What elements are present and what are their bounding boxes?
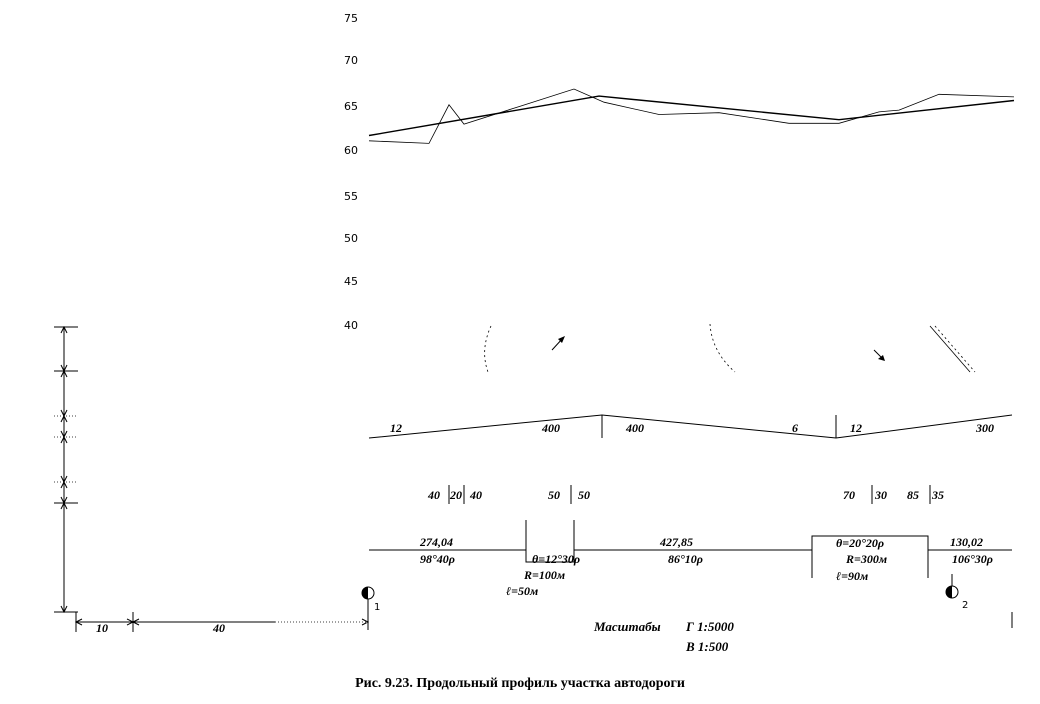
elevation-tick: 60	[344, 144, 358, 157]
elevation-tick: 65	[344, 100, 358, 113]
vertical-scale: В 1:500	[686, 639, 729, 654]
straight-length: 274,04	[420, 535, 453, 549]
gradient-row	[369, 415, 1012, 438]
benchmark-2	[946, 574, 968, 611]
benchmark-fill	[946, 586, 952, 598]
gradient-label: 300	[976, 421, 994, 435]
elevation-tick: 40	[344, 319, 358, 332]
benchmark-number: 1	[374, 602, 381, 613]
curve-arc	[710, 324, 735, 372]
picket-label: 50	[578, 488, 590, 502]
dimension-label: 10	[96, 621, 108, 635]
picket-label: 20	[450, 488, 462, 502]
plan-row	[369, 520, 1012, 598]
picket-label: 85	[907, 488, 919, 502]
curve-angle: θ=20°20ρ	[836, 536, 885, 550]
curve-transition: ℓ=90м	[836, 569, 869, 583]
straight-bearing: 98°40ρ	[420, 552, 455, 566]
plan-sketch	[485, 324, 975, 372]
curve-radius: R=100м	[524, 568, 566, 582]
scales-legend	[593, 619, 734, 654]
straight-bearing: 86°10ρ	[668, 552, 703, 566]
road-centre-line	[935, 326, 975, 372]
picket-label: 40	[470, 488, 482, 502]
straight-length: 427,85	[660, 535, 693, 549]
curve-angle: θ=12°30ρ	[532, 552, 581, 566]
elevation-tick: 70	[344, 54, 358, 67]
curve-arc	[485, 326, 491, 372]
gradient-label: 400	[626, 421, 644, 435]
design-grade-line	[369, 96, 1014, 135]
scales-prefix: Масштабы	[594, 619, 661, 634]
picket-row	[427, 485, 944, 504]
picket-label: 50	[548, 488, 560, 502]
direction-arrowhead	[878, 355, 885, 361]
gradient-polyline	[369, 415, 1012, 438]
picket-label: 40	[428, 488, 440, 502]
elevation-tick: 45	[344, 275, 358, 288]
horizontal-scale: Г 1:5000	[686, 619, 734, 634]
picket-label: 30	[875, 488, 887, 502]
elevation-tick: 55	[344, 190, 358, 203]
curve-transition: ℓ=50м	[506, 584, 539, 598]
elevation-axis	[344, 12, 358, 332]
picket-label: 35	[932, 488, 944, 502]
elevation-tick: 50	[344, 232, 358, 245]
gradient-label: 12	[390, 421, 402, 435]
road-edge-line	[930, 326, 970, 372]
gradient-label: 6	[792, 421, 798, 435]
straight-bearing: 106°30ρ	[952, 552, 993, 566]
benchmark-number: 2	[962, 600, 969, 611]
elevation-tick: 75	[344, 12, 358, 25]
picket-label: 70	[843, 488, 855, 502]
gradient-label: 400	[542, 421, 560, 435]
straight-length: 130,02	[950, 535, 983, 549]
gradient-label: 12	[850, 421, 862, 435]
ground-profile-line	[369, 89, 1014, 143]
curve-radius: R=300м	[846, 552, 888, 566]
left-horizontal-dimension	[76, 612, 368, 635]
benchmark-fill	[362, 587, 368, 599]
left-dimension-stack	[54, 327, 78, 612]
figure-caption: Рис. 9.23. Продольный профиль участка автодороги	[355, 676, 685, 691]
dimension-label: 40	[213, 621, 225, 635]
